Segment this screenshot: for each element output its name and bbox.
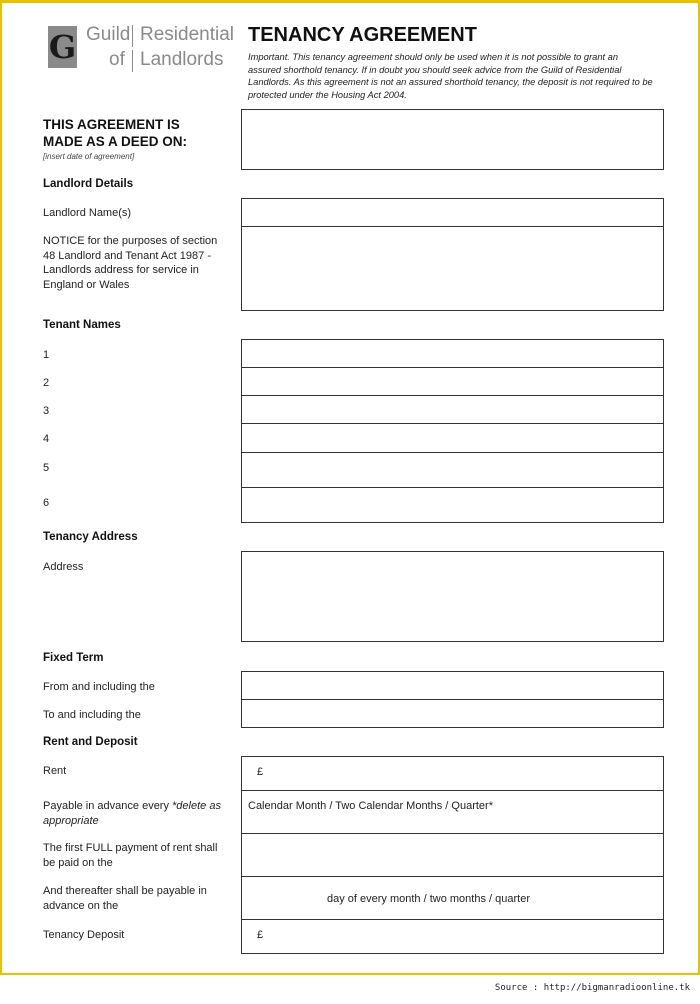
tenant-name-field-4[interactable] bbox=[241, 423, 664, 453]
logo-text-guild: Guild bbox=[86, 24, 131, 45]
tenant-number-5: 5 bbox=[43, 462, 50, 474]
payable-frequency-options: Calendar Month / Two Calendar Months / Quarter* bbox=[248, 800, 493, 812]
thereafter-field[interactable] bbox=[241, 876, 664, 920]
logo-divider bbox=[132, 25, 133, 47]
rent-deposit-heading: Rent and Deposit bbox=[43, 736, 138, 748]
landlord-name-label: Landlord Name(s) bbox=[43, 207, 132, 219]
first-payment-label: The first FULL payment of rent shall be paid on the bbox=[43, 842, 218, 869]
tenant-names-heading: Tenant Names bbox=[43, 319, 121, 331]
logo-text-residential: Residential bbox=[140, 24, 234, 45]
tenant-number-1: 1 bbox=[43, 349, 50, 361]
source-caption: Source : http://bigmanradioonline.tk bbox=[494, 983, 690, 993]
deed-heading bbox=[43, 116, 187, 150]
deed-date-field[interactable] bbox=[241, 109, 664, 170]
tenant-name-field-3[interactable] bbox=[241, 395, 664, 424]
tenant-number-6: 6 bbox=[43, 497, 50, 509]
thereafter-label: And thereafter shall be payable in advance on the bbox=[43, 885, 207, 912]
deed-date-note: [insert date of agreement] bbox=[43, 152, 135, 161]
payable-frequency-field[interactable] bbox=[241, 790, 664, 834]
deed-heading-line1: THIS AGREEMENT IS bbox=[43, 117, 180, 132]
thereafter-frequency-text: day of every month / two months / quarter bbox=[327, 893, 530, 905]
tenant-name-field-6[interactable] bbox=[241, 487, 664, 523]
deposit-currency-symbol: £ bbox=[257, 929, 264, 941]
payable-label bbox=[43, 799, 238, 828]
logo-divider bbox=[132, 50, 133, 72]
landlord-notice-label: NOTICE for the purposes of section 48 Landlord and Tenant Act 1987 - Landlords address for service in England or Wales bbox=[43, 235, 218, 291]
landlord-heading: Landlord Details bbox=[43, 178, 134, 190]
payable-label-note: *delete as appropriate bbox=[43, 800, 221, 827]
tenant-number-2: 2 bbox=[43, 377, 50, 389]
deed-heading-line2: MADE AS A DEED ON: bbox=[43, 134, 188, 149]
tenancy-deposit-label: Tenancy Deposit bbox=[43, 929, 125, 941]
document-title: TENANCY AGREEMENT bbox=[248, 24, 477, 46]
tenant-name-field-2[interactable] bbox=[241, 367, 664, 396]
rent-currency-symbol: £ bbox=[257, 766, 264, 778]
term-from-label: From and including the bbox=[43, 681, 155, 693]
rent-amount-field[interactable] bbox=[241, 756, 664, 791]
term-from-field[interactable] bbox=[241, 671, 664, 700]
tenancy-address-field[interactable] bbox=[241, 551, 664, 642]
tenant-name-field-5[interactable] bbox=[241, 452, 664, 488]
logo-text-landlords: Landlords bbox=[140, 49, 224, 70]
first-payment-field[interactable] bbox=[241, 833, 664, 877]
tenancy-address-heading: Tenancy Address bbox=[43, 531, 138, 543]
logo-text-of: of bbox=[109, 49, 125, 70]
address-label: Address bbox=[43, 561, 84, 573]
term-to-field[interactable] bbox=[241, 699, 664, 728]
important-notice: Important. This tenancy agreement should only be used when it is not possible to grant an assured shorthold tenancy. If in doubt you should seek advice from the Guild of Residential Landlords. As this agreement is not an assured shorthold tenancy, the deposit is not required to be protected under the Housing Act 2004. bbox=[248, 52, 653, 100]
guild-logo-mark bbox=[48, 26, 77, 68]
term-to-label: To and including the bbox=[43, 709, 141, 721]
tenant-number-3: 3 bbox=[43, 405, 50, 417]
landlord-address-field[interactable] bbox=[241, 226, 664, 311]
fixed-term-heading: Fixed Term bbox=[43, 652, 104, 664]
landlord-name-field[interactable] bbox=[241, 198, 664, 227]
logo-letter: G bbox=[48, 28, 77, 66]
tenant-number-4: 4 bbox=[43, 433, 50, 445]
rent-label: Rent bbox=[43, 765, 67, 777]
tenant-name-field-1[interactable] bbox=[241, 339, 664, 368]
tenancy-deposit-field[interactable] bbox=[241, 919, 664, 954]
payable-label-main: Payable in advance every bbox=[43, 800, 173, 812]
